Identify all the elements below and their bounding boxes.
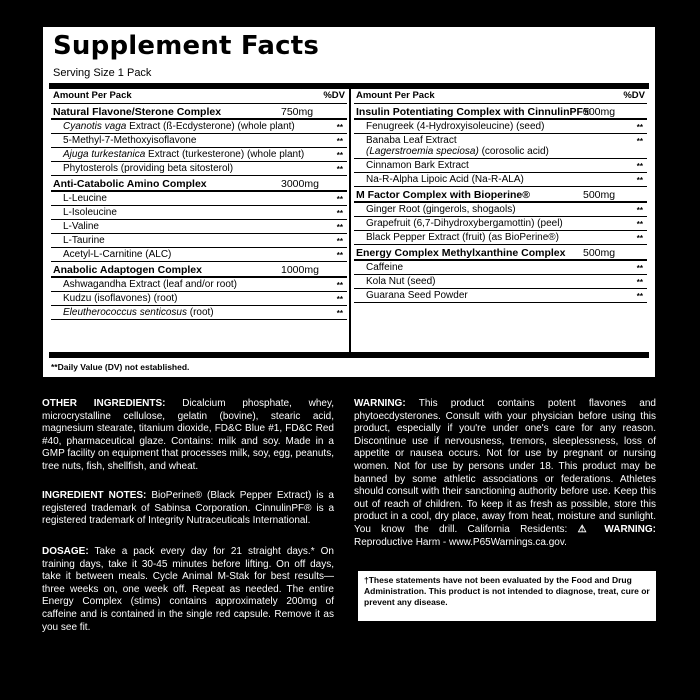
ingredient-row (51, 120, 347, 134)
ingredient-name: L-Valine (63, 221, 99, 232)
ingredient-row (354, 159, 647, 173)
ingredient-group (51, 104, 347, 120)
dv-not-established-mark: ** (336, 151, 343, 160)
serving-size: Serving Size 1 Pack (53, 67, 152, 79)
ingredient-name: Na-R-Alpha Lipoic Acid (Na-R-ALA) (366, 174, 524, 185)
ingredient-latin-name: Eleutherococcus senticosus (63, 307, 187, 318)
ingredient-row (354, 289, 647, 303)
other-ingredients (42, 398, 334, 474)
group-name: Energy Complex Methylxanthine Complex (356, 247, 566, 259)
column-header (51, 89, 347, 104)
ingredient-row (51, 192, 347, 206)
dv-not-established-mark: ** (636, 123, 643, 132)
dv-not-established-mark: ** (336, 309, 343, 318)
ingredient-name: Extract (turkesterone) (whole plant) (145, 149, 305, 160)
ingredient-row (51, 206, 347, 220)
other-ingredients-label: OTHER INGREDIENTS: (42, 398, 166, 409)
ingredient-row (51, 278, 347, 292)
dv-not-established-mark: ** (336, 123, 343, 132)
ingredient-row (354, 217, 647, 231)
column-divider (349, 89, 351, 352)
ingredient-row (354, 134, 647, 159)
ingredient-name: Caffeine (366, 262, 404, 273)
dv-not-established-mark: ** (636, 292, 643, 301)
ingredient-name: Ashwagandha Extract (leaf and/or root) (63, 279, 237, 290)
ingredient-row (51, 148, 347, 162)
ingredient-row (51, 220, 347, 234)
amount-per-pack-label: Amount Per Pack (53, 90, 132, 101)
dv-not-established-mark: ** (636, 220, 643, 229)
ingredient-name: Extract (ß-Ecdysterone) (whole plant) (126, 121, 295, 132)
dv-not-established-mark: ** (336, 195, 343, 204)
ingredient-name: Phytosterols (providing beta sitosterol) (63, 163, 234, 174)
ingredient-name: Kola Nut (seed) (366, 276, 436, 287)
ingredient-row (354, 231, 647, 245)
ingredient-notes (42, 490, 334, 528)
panel-title: Supplement Facts (53, 31, 320, 61)
ingredient-name: L-Taurine (63, 235, 105, 246)
group-amount: 500mg (583, 247, 616, 259)
ingredient-row (51, 248, 347, 262)
ingredient-latin-name: (Lagerstroemia speciosa) (366, 146, 479, 157)
ingredient-group (51, 176, 347, 192)
ingredient-row (51, 292, 347, 306)
group-name: M Factor Complex with Bioperine® (356, 189, 531, 201)
ingredient-group (354, 245, 647, 261)
ingredient-row (51, 134, 347, 148)
daily-value-footnote: **Daily Value (DV) not established. (51, 362, 190, 372)
ingredient-row (51, 234, 347, 248)
ingredient-name: L-Leucine (63, 193, 107, 204)
prop65-warning-text: Reproductive Harm - www.P65Warnings.ca.gov. (354, 536, 567, 548)
warning-label: WARNING: (354, 398, 406, 409)
dv-not-established-mark: ** (336, 295, 343, 304)
ingredient-name: Fenugreek (4-Hydroxyisoleucine) (seed) (366, 121, 545, 132)
group-name: Anabolic Adaptogen Complex (53, 264, 202, 276)
ingredient-detail: (corosolic acid) (478, 146, 549, 157)
dv-not-established-mark: ** (636, 162, 643, 171)
ingredient-row (51, 306, 347, 320)
dv-not-established-mark: ** (336, 237, 343, 246)
group-name: Natural Flavone/Sterone Complex (53, 106, 222, 118)
dv-label: %DV (323, 90, 345, 101)
dv-not-established-mark: ** (636, 264, 643, 273)
right-column (354, 89, 647, 303)
group-amount: 500mg (583, 106, 616, 118)
dv-not-established-mark: ** (336, 281, 343, 290)
ingredient-name: Banaba Leaf Extract (366, 135, 457, 146)
ingredient-notes-label: INGREDIENT NOTES: (42, 490, 147, 501)
dv-not-established-mark: ** (336, 223, 343, 232)
dv-not-established-mark: ** (336, 251, 343, 260)
dv-not-established-mark: ** (336, 137, 343, 146)
dosage-label: DOSAGE: (42, 546, 89, 557)
group-amount: 1000mg (281, 264, 319, 276)
other-ingredients-text: Dicalcium phosphate, whey, microcrystalline cellulose, gelatin (bovine), stearic acid, magnesium stearate, titanium dioxide, FD&C Blue #1, FD&C Red #40, pharmaceutical glaze. Contains: milk and soy. Made in a GMP facility on equipment that processes milk, soy, egg, peanuts, tree nuts, fish, shellfish, and wheat. (42, 398, 334, 472)
ingredient-row (354, 275, 647, 289)
ingredient-name: (root) (186, 307, 214, 318)
ingredient-notes-text: BioPerine® (Black Pepper Extract) is a registered trademark of Sabinsa Corporation. CinnulinPF® is a registered trademark of Integrity Nutraceuticals International. (42, 490, 334, 527)
ingredient-name: 5-Methyl-7-Methoxyisoflavone (63, 135, 197, 146)
ingredient-latin-name: Cyanotis vaga (63, 121, 127, 132)
ingredient-latin-name: Ajuga turkestanica (63, 149, 146, 160)
ingredient-name: Kudzu (isoflavones) (root) (63, 293, 178, 304)
ingredient-row (354, 261, 647, 275)
ingredient-group (354, 187, 647, 203)
dv-not-established-mark: ** (636, 137, 643, 146)
ingredient-name: Acetyl-L-Carnitine (ALC) (63, 249, 172, 260)
group-amount: 750mg (281, 106, 314, 118)
ingredient-name: Ginger Root (gingerols, shogaols) (366, 204, 516, 215)
ingredient-row (354, 120, 647, 134)
dv-label: %DV (623, 90, 645, 101)
ingredient-name: Black Pepper Extract (fruit) (as BioPerine®) (366, 232, 559, 243)
dv-not-established-mark: ** (336, 209, 343, 218)
ingredient-name: Cinnamon Bark Extract (366, 160, 469, 171)
ingredient-row (354, 173, 647, 187)
ingredient-group (354, 104, 647, 120)
dosage-text: Take a pack every day for 21 straight days.* On training days, take it 30-45 minutes before lifting. On off days, take it between meals. Cycle Animal M-Stak for best results—three weeks on, one week off. Repeat as needed. The entire Energy Complex (stims) contains approximately 200mg of caffeine and is contained in the single red capsule. Remove it as you see fit. (42, 546, 334, 633)
dv-not-established-mark: ** (636, 278, 643, 287)
column-header (354, 89, 647, 104)
amount-per-pack-label: Amount Per Pack (356, 90, 435, 101)
dosage (42, 546, 334, 634)
supplement-facts-panel (42, 26, 656, 378)
ingredient-group (51, 262, 347, 278)
ingredient-name: L-Isoleucine (63, 207, 117, 218)
warning-text: This product contains potent flavones and phytoecdysterones. Consult with your physician before using this product, especially if you're under one's care for any reason. Discontinue use if nervousness, tremors, sleeplessness, loss of appetite or nausea occurs. Not for use by pregnant or nursing women. Not for use by persons under 18. This product may be banned by some athletic associations or federations. Athletes should consult with their sanctioning authority before use. Keep this out of reach of children. To keep it as fresh as possible, store this product in a cool, dry place, away from heat, moisture and sunlight. You know the drill. California Residents: (354, 398, 656, 535)
group-name: Anti-Catabolic Amino Complex (53, 178, 207, 190)
ingredient-row (354, 203, 647, 217)
dv-not-established-mark: ** (636, 176, 643, 185)
dv-not-established-mark: ** (636, 206, 643, 215)
fda-disclaimer: †These statements have not been evaluated by the Food and Drug Administration. This product is not intended to diagnose, treat, cure or prevent any disease. (358, 571, 656, 621)
ingredient-name: Grapefruit (6,7-Dihydroxybergamottin) (peel) (366, 218, 563, 229)
ingredient-row (51, 162, 347, 176)
dv-not-established-mark: ** (636, 234, 643, 243)
prop65-warning-label: ⚠ WARNING: (577, 523, 656, 535)
group-amount: 3000mg (281, 178, 319, 190)
group-amount: 500mg (583, 189, 616, 201)
ingredient-name: Guarana Seed Powder (366, 290, 468, 301)
bottom-thick-rule (49, 352, 649, 358)
left-column (51, 89, 347, 320)
dv-not-established-mark: ** (336, 165, 343, 174)
group-name: Insulin Potentiating Complex with CinnulinPF® (356, 106, 591, 118)
warning (354, 398, 656, 549)
